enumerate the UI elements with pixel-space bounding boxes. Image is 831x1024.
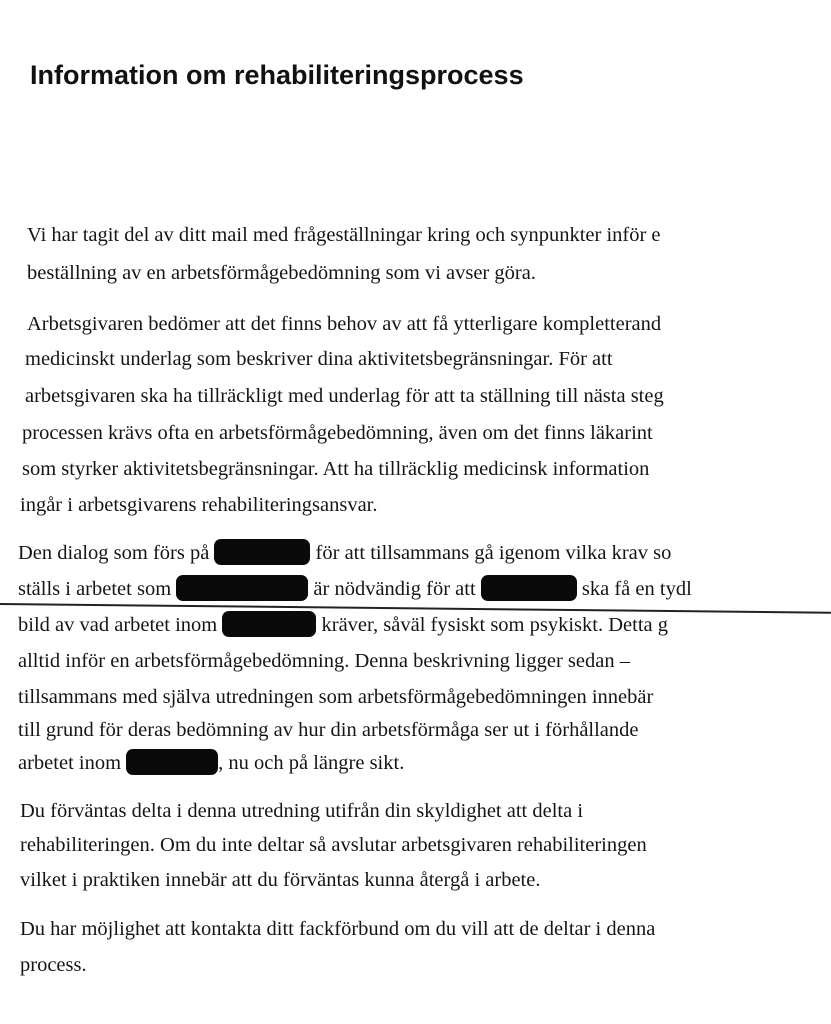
text-line: processen krävs ofta en arbetsförmågebedömning, även om det finns läkarint xyxy=(22,422,653,444)
text-segment: är nödvändig för att xyxy=(313,578,476,600)
text-segment: kräver, såväl fysiskt som psykiskt. Detta g xyxy=(321,614,668,636)
text-line xyxy=(18,536,671,570)
redaction-mark xyxy=(176,575,308,601)
text-segment: för att tillsammans gå igenom vilka krav so xyxy=(315,542,672,564)
text-line: Arbetsgivaren bedömer att det finns behov av att få ytterligare kompletterand xyxy=(27,313,662,335)
text-line xyxy=(18,608,668,642)
text-line: process. xyxy=(20,954,87,976)
text-segment: Den dialog som förs på xyxy=(18,542,210,564)
redaction-mark xyxy=(214,539,310,565)
text-line: till grund för deras bedömning av hur din arbetsförmåga ser ut i förhållande xyxy=(18,719,639,741)
text-line: arbetsgivaren ska ha tillräckligt med underlag för att ta ställning till nästa steg xyxy=(25,385,664,407)
text-segment: ställs i arbetet som xyxy=(18,578,172,600)
text-segment: ska få en tydl xyxy=(581,578,692,600)
text-line: som styrker aktivitetsbegränsningar. Att ha tillräcklig medicinsk information xyxy=(22,458,650,480)
text-segment: arbetet inom xyxy=(18,752,122,774)
text-segment: , nu och på längre sikt. xyxy=(218,752,405,774)
text-line: Vi har tagit del av ditt mail med frågeställningar kring och synpunkter inför e xyxy=(27,224,661,246)
text-line: vilket i praktiken innebär att du förväntas kunna återgå i arbete. xyxy=(20,869,541,891)
text-line xyxy=(18,572,692,606)
redaction-mark xyxy=(126,749,218,775)
redaction-mark xyxy=(222,611,316,637)
text-line xyxy=(18,746,404,780)
text-line: Du har möjlighet att kontakta ditt fackförbund om du vill att de deltar i denna xyxy=(20,918,656,940)
text-line: medicinskt underlag som beskriver dina aktivitetsbegränsningar. För att xyxy=(25,348,613,370)
text-line: alltid inför en arbetsförmågebedömning. Denna beskrivning ligger sedan – xyxy=(18,650,630,672)
document-title: Information om rehabiliteringsprocess xyxy=(30,60,524,90)
text-line: tillsammans med själva utredningen som arbetsförmågebedömningen innebär xyxy=(18,686,654,708)
redaction-mark xyxy=(481,575,577,601)
text-segment: bild av vad arbetet inom xyxy=(18,614,218,636)
text-line: rehabiliteringen. Om du inte deltar så avslutar arbetsgivaren rehabiliteringen xyxy=(20,834,647,856)
text-line: Du förväntas delta i denna utredning utifrån din skyldighet att delta i xyxy=(20,800,584,822)
text-line: ingår i arbetsgivarens rehabiliteringsansvar. xyxy=(20,494,378,516)
text-line: beställning av en arbetsförmågebedömning som vi avser göra. xyxy=(27,262,536,284)
